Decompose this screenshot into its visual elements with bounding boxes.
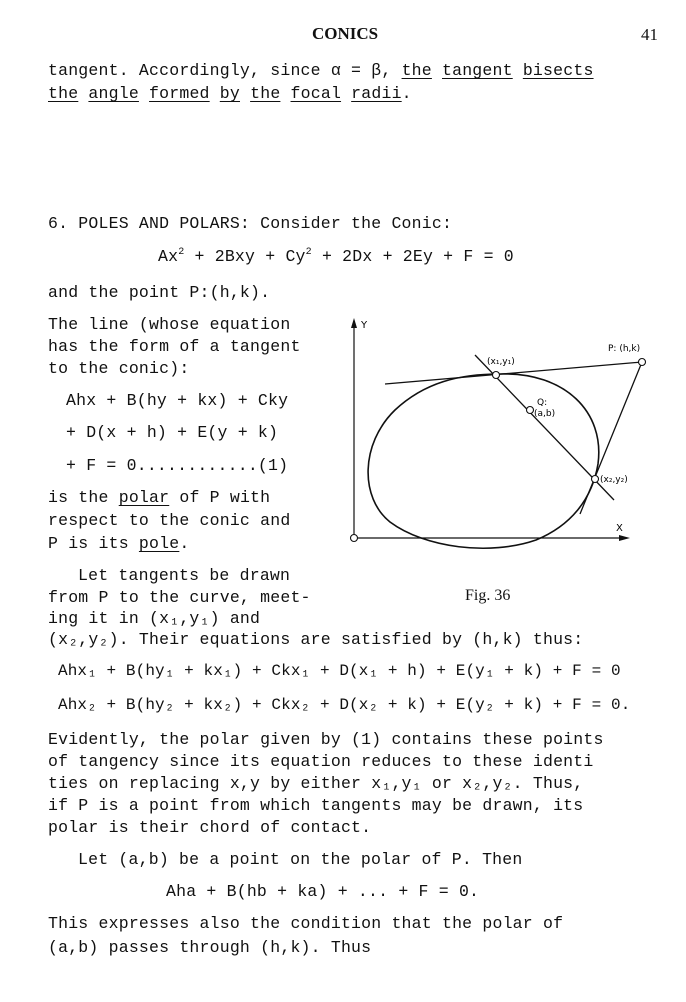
paragraph-line-3: ties on replacing x,y by either x₁,y₁ or x₂,y₂. Thus, bbox=[48, 774, 584, 793]
intro-line-2 bbox=[48, 84, 412, 103]
figure-caption: Fig. 36 bbox=[465, 587, 511, 604]
body-line-10: (x₂,y₂). Their equations are satisfied by (h,k) thus: bbox=[48, 630, 584, 649]
term-pole: pole bbox=[138, 534, 180, 553]
origin-marker bbox=[351, 535, 358, 542]
paragraph-line-5: polar is their chord of contact. bbox=[48, 818, 372, 837]
label-p: P: (h,k) bbox=[608, 344, 641, 354]
left-col-line-2: has the form of a tangent bbox=[48, 337, 301, 356]
eq-part: + 2Bxy + Cy bbox=[184, 247, 306, 266]
tangent-equation-1: Ahx₁ + B(hy₁ + kx₁) + Ckx₁ + D(x₁ + h) + E(y₁ + k) + F = 0 bbox=[58, 662, 621, 680]
polar-equation-line-3: + F = 0............(1) bbox=[66, 456, 289, 475]
left-col-line-8: from P to the curve, meet- bbox=[48, 588, 311, 607]
underlined-word: radii bbox=[351, 84, 402, 103]
text: . bbox=[179, 534, 190, 553]
x-axis-arrow bbox=[619, 535, 630, 541]
paragraph-line-4: if P is a point from which tangents may be drawn, its bbox=[48, 796, 584, 815]
intro-line-1 bbox=[48, 61, 594, 80]
underlined-word: by bbox=[219, 84, 240, 103]
intro-text: tangent. Accordingly, since α = β, bbox=[48, 61, 392, 80]
x-axis-label: X bbox=[616, 523, 623, 534]
tangent-point-1 bbox=[493, 372, 500, 379]
period: . bbox=[401, 84, 412, 103]
polar-equation-line-2: + D(x + h) + E(y + k) bbox=[66, 423, 279, 442]
text: of P with bbox=[169, 488, 271, 507]
y-axis-label: Y bbox=[361, 320, 368, 331]
polar-equation-line-1: Ahx + B(hy + kx) + Cky bbox=[66, 391, 289, 410]
term-polar: polar bbox=[118, 488, 170, 507]
running-header: CONICS bbox=[312, 24, 379, 43]
section-heading: 6. POLES AND POLARS: Consider the Conic: bbox=[48, 214, 453, 233]
underlined-word: angle bbox=[88, 84, 139, 103]
paragraph-line-8: (a,b) passes through (h,k). Thus bbox=[48, 938, 372, 957]
tangent-line-2 bbox=[580, 362, 642, 514]
text: P is its bbox=[48, 534, 139, 553]
label-q: Q: bbox=[537, 398, 548, 408]
point-line: and the point P:(h,k). bbox=[48, 283, 271, 302]
underlined-word: the bbox=[401, 61, 432, 80]
underlined-word: the bbox=[250, 84, 281, 103]
paragraph-line-7: This expresses also the condition that the polar of bbox=[48, 914, 564, 933]
eq-exponent: 2 bbox=[178, 247, 185, 258]
underlined-word: tangent bbox=[442, 61, 513, 80]
paragraph-line-2: of tangency since its equation reduces to these identi bbox=[48, 752, 594, 771]
label-x1y1: (x₁,y₁) bbox=[487, 357, 515, 367]
left-col-line-7: Let tangents be drawn bbox=[78, 566, 291, 585]
left-col-line-4 bbox=[48, 488, 270, 507]
page-number: 41 bbox=[641, 25, 658, 44]
text: is the bbox=[48, 488, 119, 507]
point-q bbox=[527, 407, 534, 414]
underlined-word: focal bbox=[290, 84, 342, 103]
polar-condition-equation: Aha + B(hb + ka) + ... + F = 0. bbox=[166, 882, 480, 901]
paragraph-line-6: Let (a,b) be a point on the polar of P. Then bbox=[78, 850, 523, 869]
eq-part: + 2Dx + 2Ey + F = 0 bbox=[311, 247, 514, 266]
pole-point-p bbox=[639, 359, 646, 366]
left-col-line-3: to the conic): bbox=[48, 359, 190, 378]
left-col-line-1: The line (whose equation bbox=[48, 315, 291, 334]
conic-ellipse bbox=[368, 374, 599, 548]
left-col-line-9: ing it in (x₁,y₁) and bbox=[48, 609, 261, 628]
label-x2y2: (x₂,y₂) bbox=[600, 475, 628, 485]
figure-36-diagram bbox=[340, 312, 670, 552]
conic-equation bbox=[158, 247, 514, 266]
underlined-word: bisects bbox=[522, 61, 594, 80]
tangent-equation-2: Ahx₂ + B(hy₂ + kx₂) + Ckx₂ + D(x₂ + k) + E(y₂ + k) + F = 0. bbox=[58, 696, 631, 714]
left-col-line-6 bbox=[48, 534, 189, 553]
label-ab: (a,b) bbox=[534, 409, 556, 419]
underlined-word: the bbox=[48, 84, 79, 103]
eq-part: Ax bbox=[158, 247, 179, 266]
y-axis-arrow bbox=[351, 318, 357, 328]
underlined-word: formed bbox=[149, 84, 210, 103]
paragraph-line-1: Evidently, the polar given by (1) contains these points bbox=[48, 730, 604, 749]
tangent-point-2 bbox=[592, 476, 599, 483]
eq-exponent: 2 bbox=[305, 247, 312, 258]
left-col-line-5: respect to the conic and bbox=[48, 511, 291, 530]
